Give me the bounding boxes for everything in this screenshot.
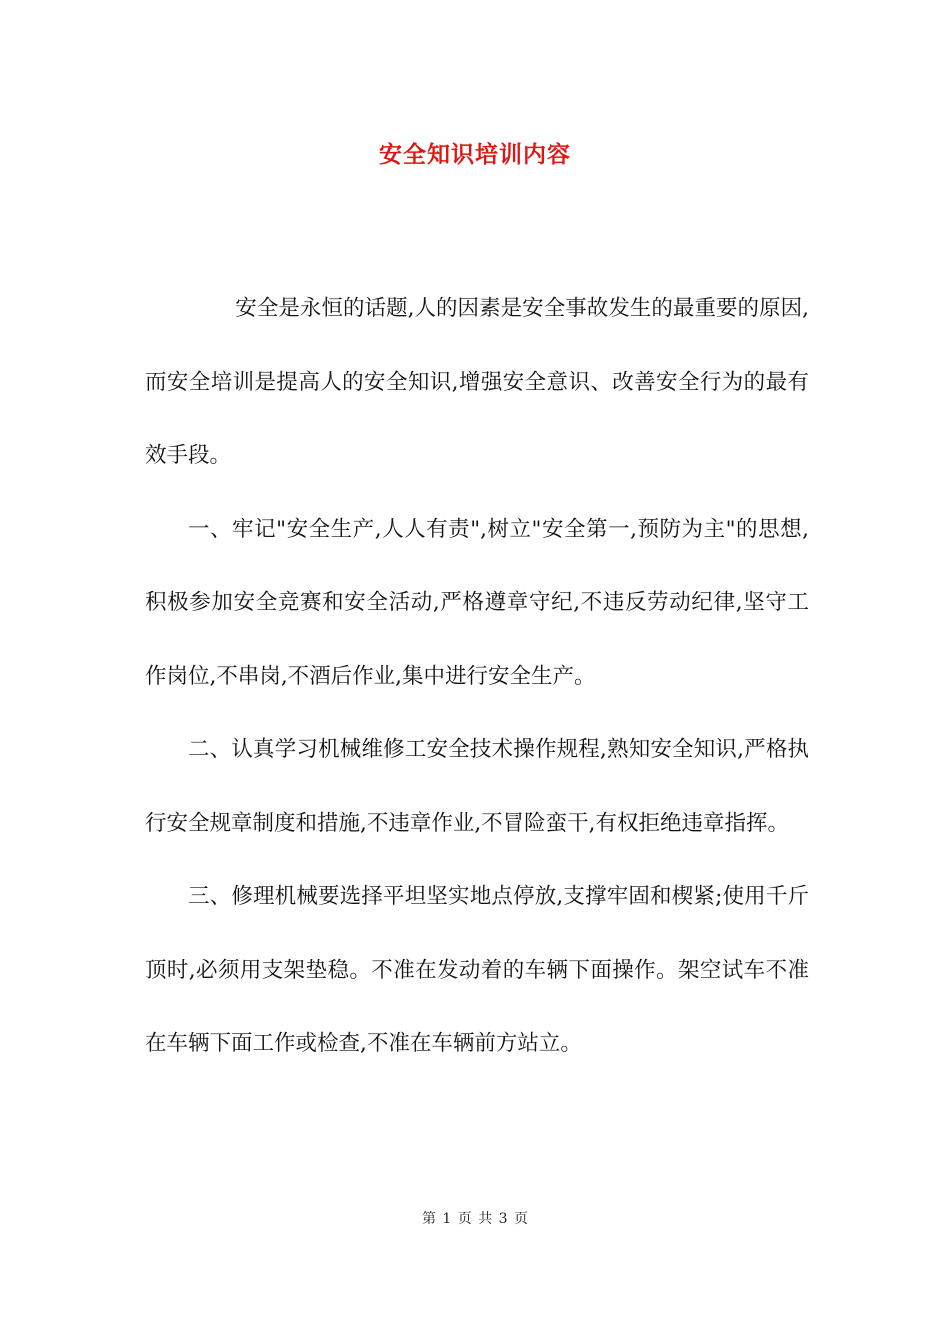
paragraph-item-3: 三、修理机械要选择平坦坚实地点停放,支撑牢固和楔紧;使用千斤顶时,必须用支架垫稳。不准在发动着的车辆下面操作。架空试车不准在车辆下面工作或检查,不准在车辆前方站立。 <box>145 884 809 1056</box>
paragraph-item-1: 一、牢记"安全生产,人人有责",树立"安全第一,预防为主"的思想,积极参加安全竞赛和安全活动,严格遵章守纪,不违反劳动纪律,坚守工作岗位,不串岗,不酒后作业,集中进行安全生产。 <box>145 516 809 689</box>
paragraph-intro: 安全是永恒的话题,人的因素是安全事故发生的最重要的原因,而安全培训是提高人的安全知识,增强安全意识、改善安全行为的最有效手段。 <box>145 296 809 468</box>
paragraph-item-2: 二、认真学习机械维修工安全技术操作规程,熟知安全知识,严格执行安全规章制度和措施,不违章作业,不冒险蛮干,有权拒绝违章指挥。 <box>145 737 809 836</box>
document-title: 安全知识培训内容 <box>379 141 571 168</box>
page-number-footer: 第 1 页 共 3 页 <box>421 1211 529 1227</box>
document-body <box>145 272 809 1081</box>
